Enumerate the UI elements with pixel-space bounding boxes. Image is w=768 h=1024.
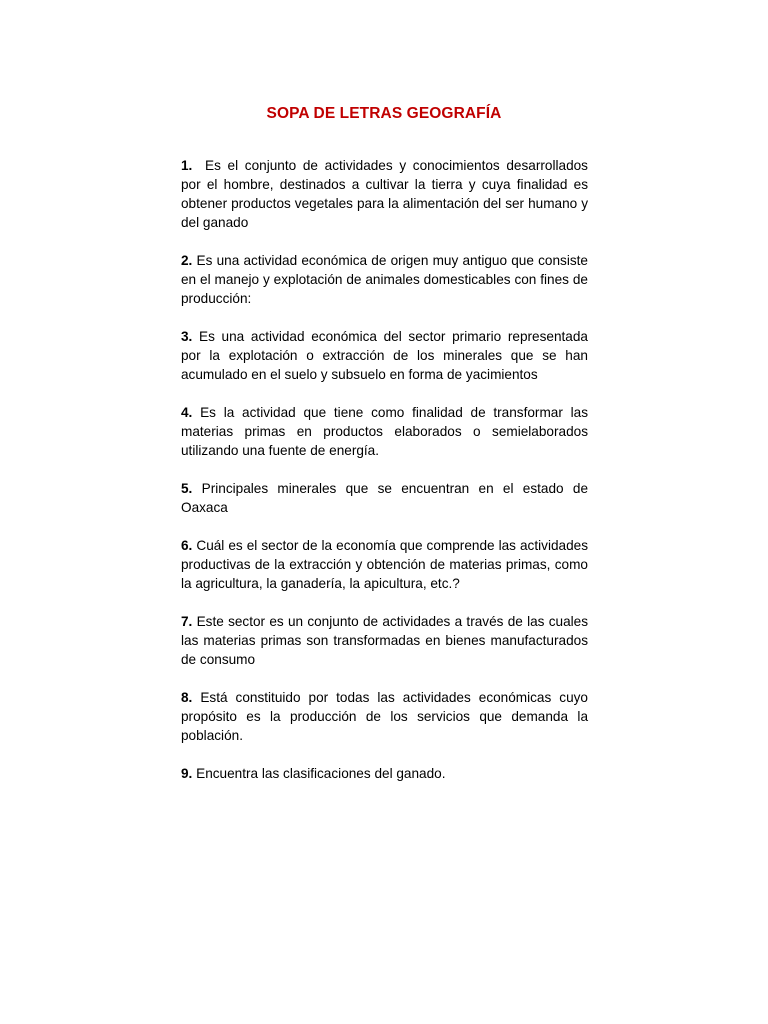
question-text: Es el conjunto de actividades y conocimientos desarrollados por el hombre, destinados a cultivar la tierra y cuya finalidad es obtener productos vegetales para la alimentación del ser humano y del ganado bbox=[181, 158, 588, 230]
question-number: 4. bbox=[181, 405, 193, 420]
question-text: Es una actividad económica del sector primario representada por la explotación o extracción de los minerales que se han acumulado en el suelo y subsuelo en forma de yacimientos bbox=[181, 329, 588, 382]
question-number: 3. bbox=[181, 329, 193, 344]
question-list bbox=[181, 156, 588, 802]
question-text: Principales minerales que se encuentran en el estado de Oaxaca bbox=[181, 481, 589, 515]
question-number: 8. bbox=[181, 690, 193, 705]
question-number: 5. bbox=[181, 481, 193, 496]
question-number: 6. bbox=[181, 538, 193, 553]
question-number: 2. bbox=[181, 253, 193, 268]
question-text: Cuál es el sector de la economía que comprende las actividades productivas de la extracción y obtención de materias primas, como la agricultura, la ganadería, la apicultura, etc.? bbox=[181, 538, 589, 591]
question-number: 1. bbox=[181, 158, 193, 173]
question-item-7 bbox=[181, 612, 588, 669]
question-text: Es la actividad que tiene como finalidad de transformar las materias primas en productos elaborados o semielaborados utilizando una fuente de energía. bbox=[181, 405, 589, 458]
question-item-5 bbox=[181, 479, 588, 517]
question-text: Encuentra las clasificaciones del ganado. bbox=[196, 766, 446, 781]
question-item-3 bbox=[181, 327, 588, 384]
question-item-1 bbox=[181, 156, 588, 232]
question-text: Está constituido por todas las actividades económicas cuyo propósito es la producción de los servicios que demanda la población. bbox=[181, 690, 588, 743]
question-item-8 bbox=[181, 688, 588, 745]
question-number: 9. bbox=[181, 766, 193, 781]
question-item-6 bbox=[181, 536, 588, 593]
question-item-4 bbox=[181, 403, 588, 460]
question-text: Es una actividad económica de origen muy antiguo que consiste en el manejo y explotación de animales domesticables con fines de producción: bbox=[181, 253, 588, 306]
question-item-9 bbox=[181, 764, 588, 783]
question-text: Este sector es un conjunto de actividades a través de las cuales las materias primas son transformadas en bienes manufacturados de consumo bbox=[181, 614, 589, 667]
document-title: SOPA DE LETRAS GEOGRAFÍA bbox=[266, 105, 502, 122]
question-item-2 bbox=[181, 251, 588, 308]
question-number: 7. bbox=[181, 614, 193, 629]
